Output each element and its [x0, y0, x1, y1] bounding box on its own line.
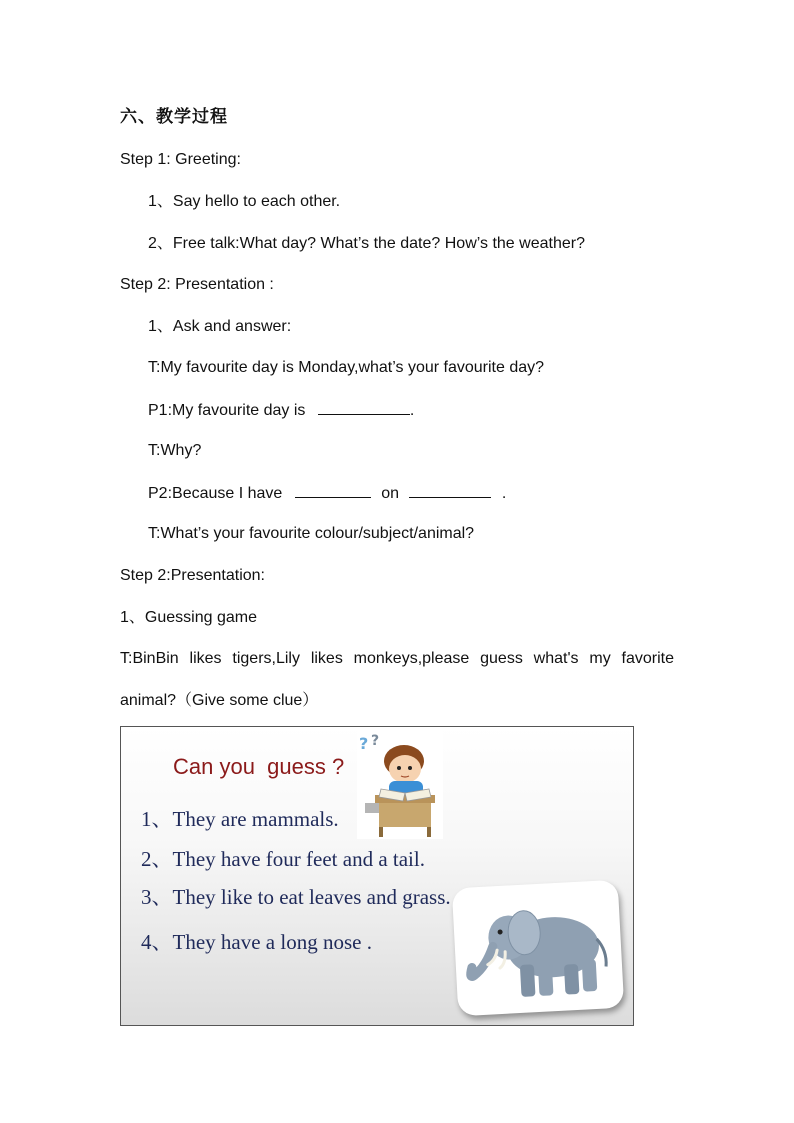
- game-paragraph-line-2: animal?（Give some clue）: [120, 692, 319, 709]
- step2b-item-1: 1、Guessing game: [120, 609, 257, 626]
- dialogue-p1-prefix: P1:My favourite day is: [148, 402, 306, 419]
- dialogue-p1: [148, 400, 414, 421]
- section-heading: 六、教学过程: [120, 107, 228, 127]
- dialogue-p1-suffix: .: [409, 402, 415, 419]
- dialogue-p2-prefix: P2:Because I have: [148, 485, 283, 502]
- step1-item-1: 1、Say hello to each other.: [148, 193, 341, 210]
- dialogue-p2: [148, 483, 506, 504]
- elephant-illustration: [452, 880, 624, 1017]
- dialogue-t2: T:Why?: [148, 442, 202, 459]
- svg-text:?: ?: [371, 733, 380, 749]
- step1-item-2: 2、Free talk:What day? What’s the date? How’s the weather?: [148, 235, 585, 252]
- dialogue-p2-mid: on: [381, 485, 400, 502]
- clue-3: 3、They like to eat leaves and grass.: [141, 885, 451, 909]
- svg-text:?: ?: [359, 734, 369, 753]
- thinking-boy-illustration: [357, 731, 443, 839]
- dialogue-p2-suffix: .: [501, 485, 507, 502]
- fill-blank-3: [409, 483, 491, 498]
- step2b-title: Step 2:Presentation:: [120, 567, 265, 584]
- guessing-slide: [120, 726, 634, 1026]
- clue-1: 1、They are mammals.: [141, 807, 339, 831]
- step2-item-1: 1、Ask and answer:: [148, 318, 292, 335]
- fill-blank-2: [295, 483, 371, 498]
- slide-title: Can you guess ?: [173, 754, 345, 779]
- step2-title: Step 2: Presentation :: [120, 276, 274, 293]
- dialogue-t1: T:My favourite day is Monday,what’s your favourite day?: [148, 359, 545, 376]
- game-paragraph-line-1: T:BinBin likes tigers,Lily likes monkeys,please guess what's my favorite: [120, 650, 674, 667]
- clue-2: 2、They have four feet and a tail.: [141, 847, 425, 871]
- step1-title: Step 1: Greeting:: [120, 151, 241, 168]
- clue-4: 4、They have a long nose .: [141, 930, 372, 954]
- fill-blank-1: [318, 400, 410, 415]
- dialogue-t3: T:What’s your favourite colour/subject/animal?: [148, 525, 475, 542]
- elephant-card: [452, 880, 624, 1017]
